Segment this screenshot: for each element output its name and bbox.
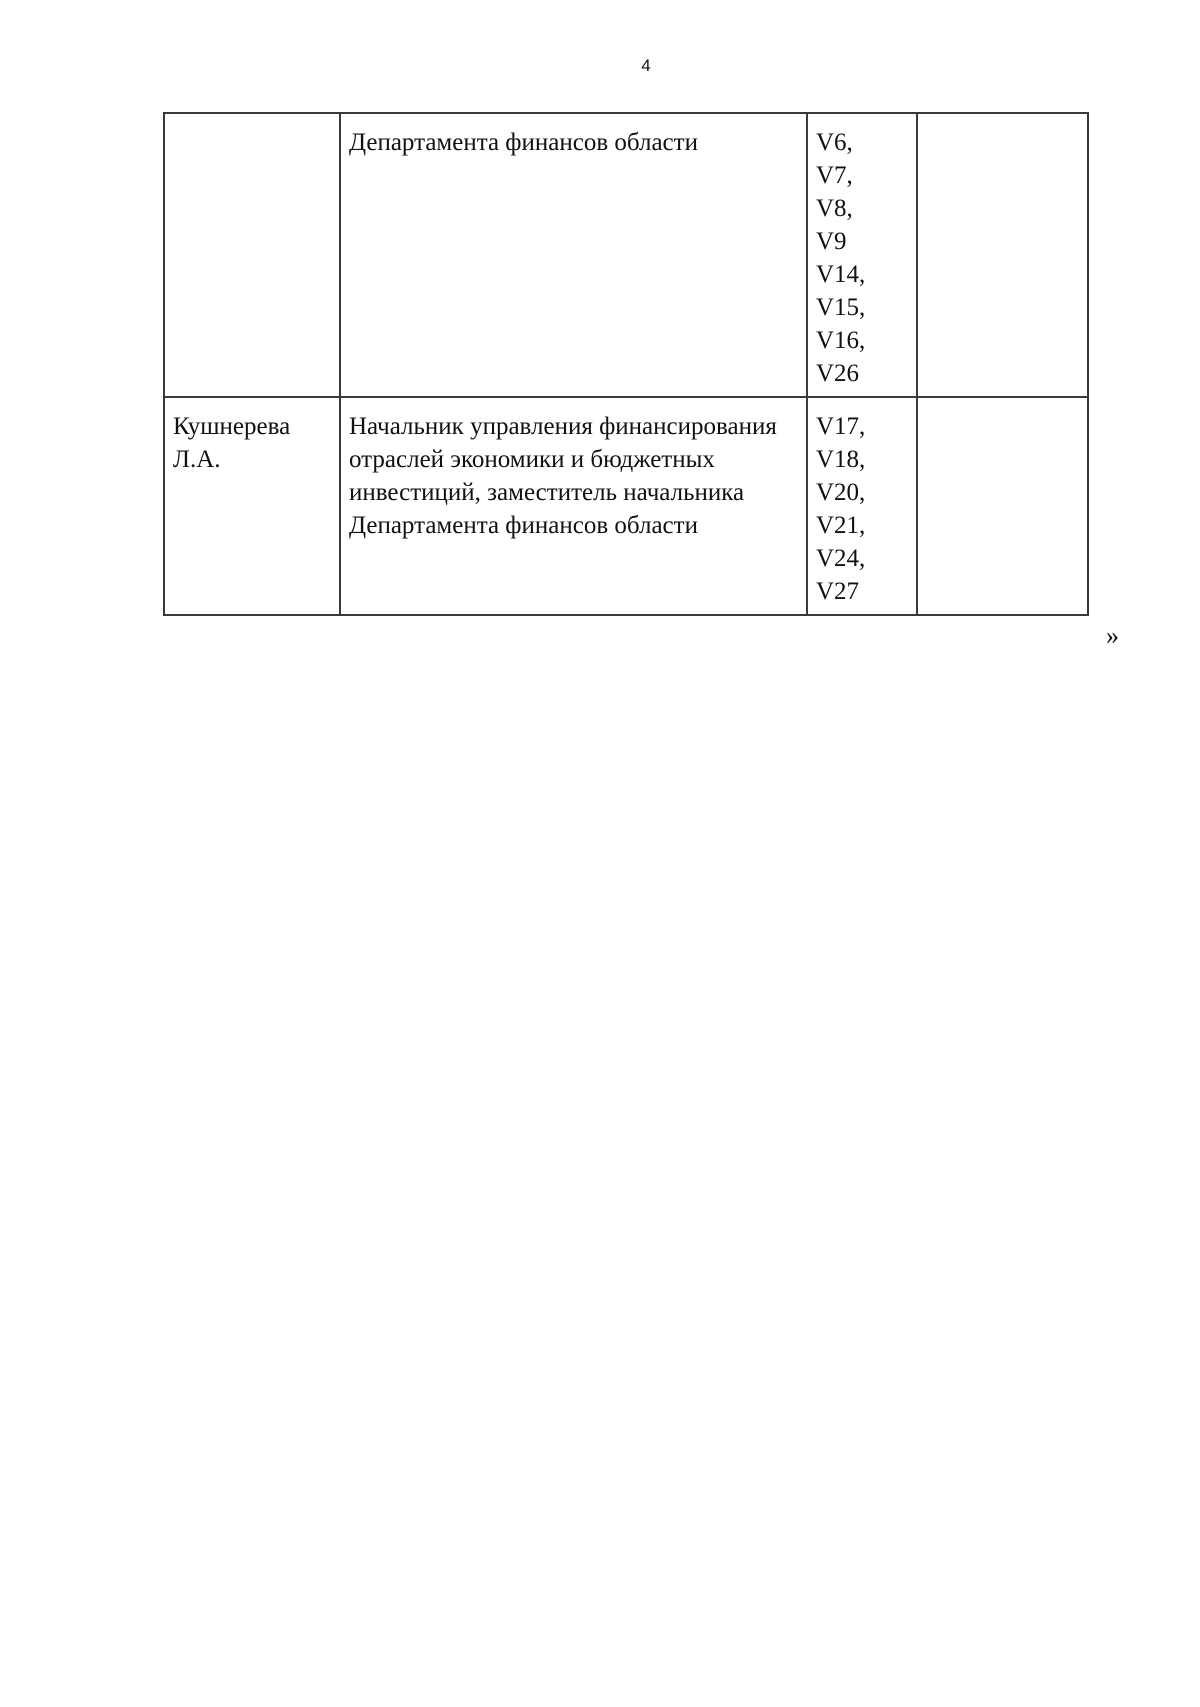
page-number: 4 xyxy=(641,56,651,75)
code-item: V9 xyxy=(816,228,847,255)
code-item: V16, xyxy=(816,327,866,354)
code-item: V21, xyxy=(816,512,866,539)
name-cell xyxy=(164,113,340,397)
code-item: V8, xyxy=(816,195,853,222)
code-item: V15, xyxy=(816,294,866,321)
code-item: V27 xyxy=(816,578,860,605)
codes-cell xyxy=(807,397,917,615)
code-item: V20, xyxy=(816,479,866,506)
assignments-table xyxy=(163,112,1089,616)
codes-cell xyxy=(807,113,917,397)
code-item: V26 xyxy=(816,360,860,387)
table-row xyxy=(164,113,1088,397)
name-cell: Кушнерева Л.А. xyxy=(164,397,340,615)
code-item: V17, xyxy=(816,413,866,440)
code-item: V18, xyxy=(816,446,866,473)
code-item: V6, xyxy=(816,129,853,156)
closing-quote: » xyxy=(1106,621,1119,650)
code-item: V24, xyxy=(816,545,866,572)
extra-cell xyxy=(917,113,1088,397)
extra-cell xyxy=(917,397,1088,615)
table-row xyxy=(164,397,1088,615)
code-item: V14, xyxy=(816,261,866,288)
code-item: V7, xyxy=(816,162,853,189)
position-cell: Начальник управления финансирования отраслей экономики и бюджетных инвестиций, заместитель начальника Департамента финансов области xyxy=(340,397,807,615)
position-cell: Департамента финансов области xyxy=(340,113,807,397)
